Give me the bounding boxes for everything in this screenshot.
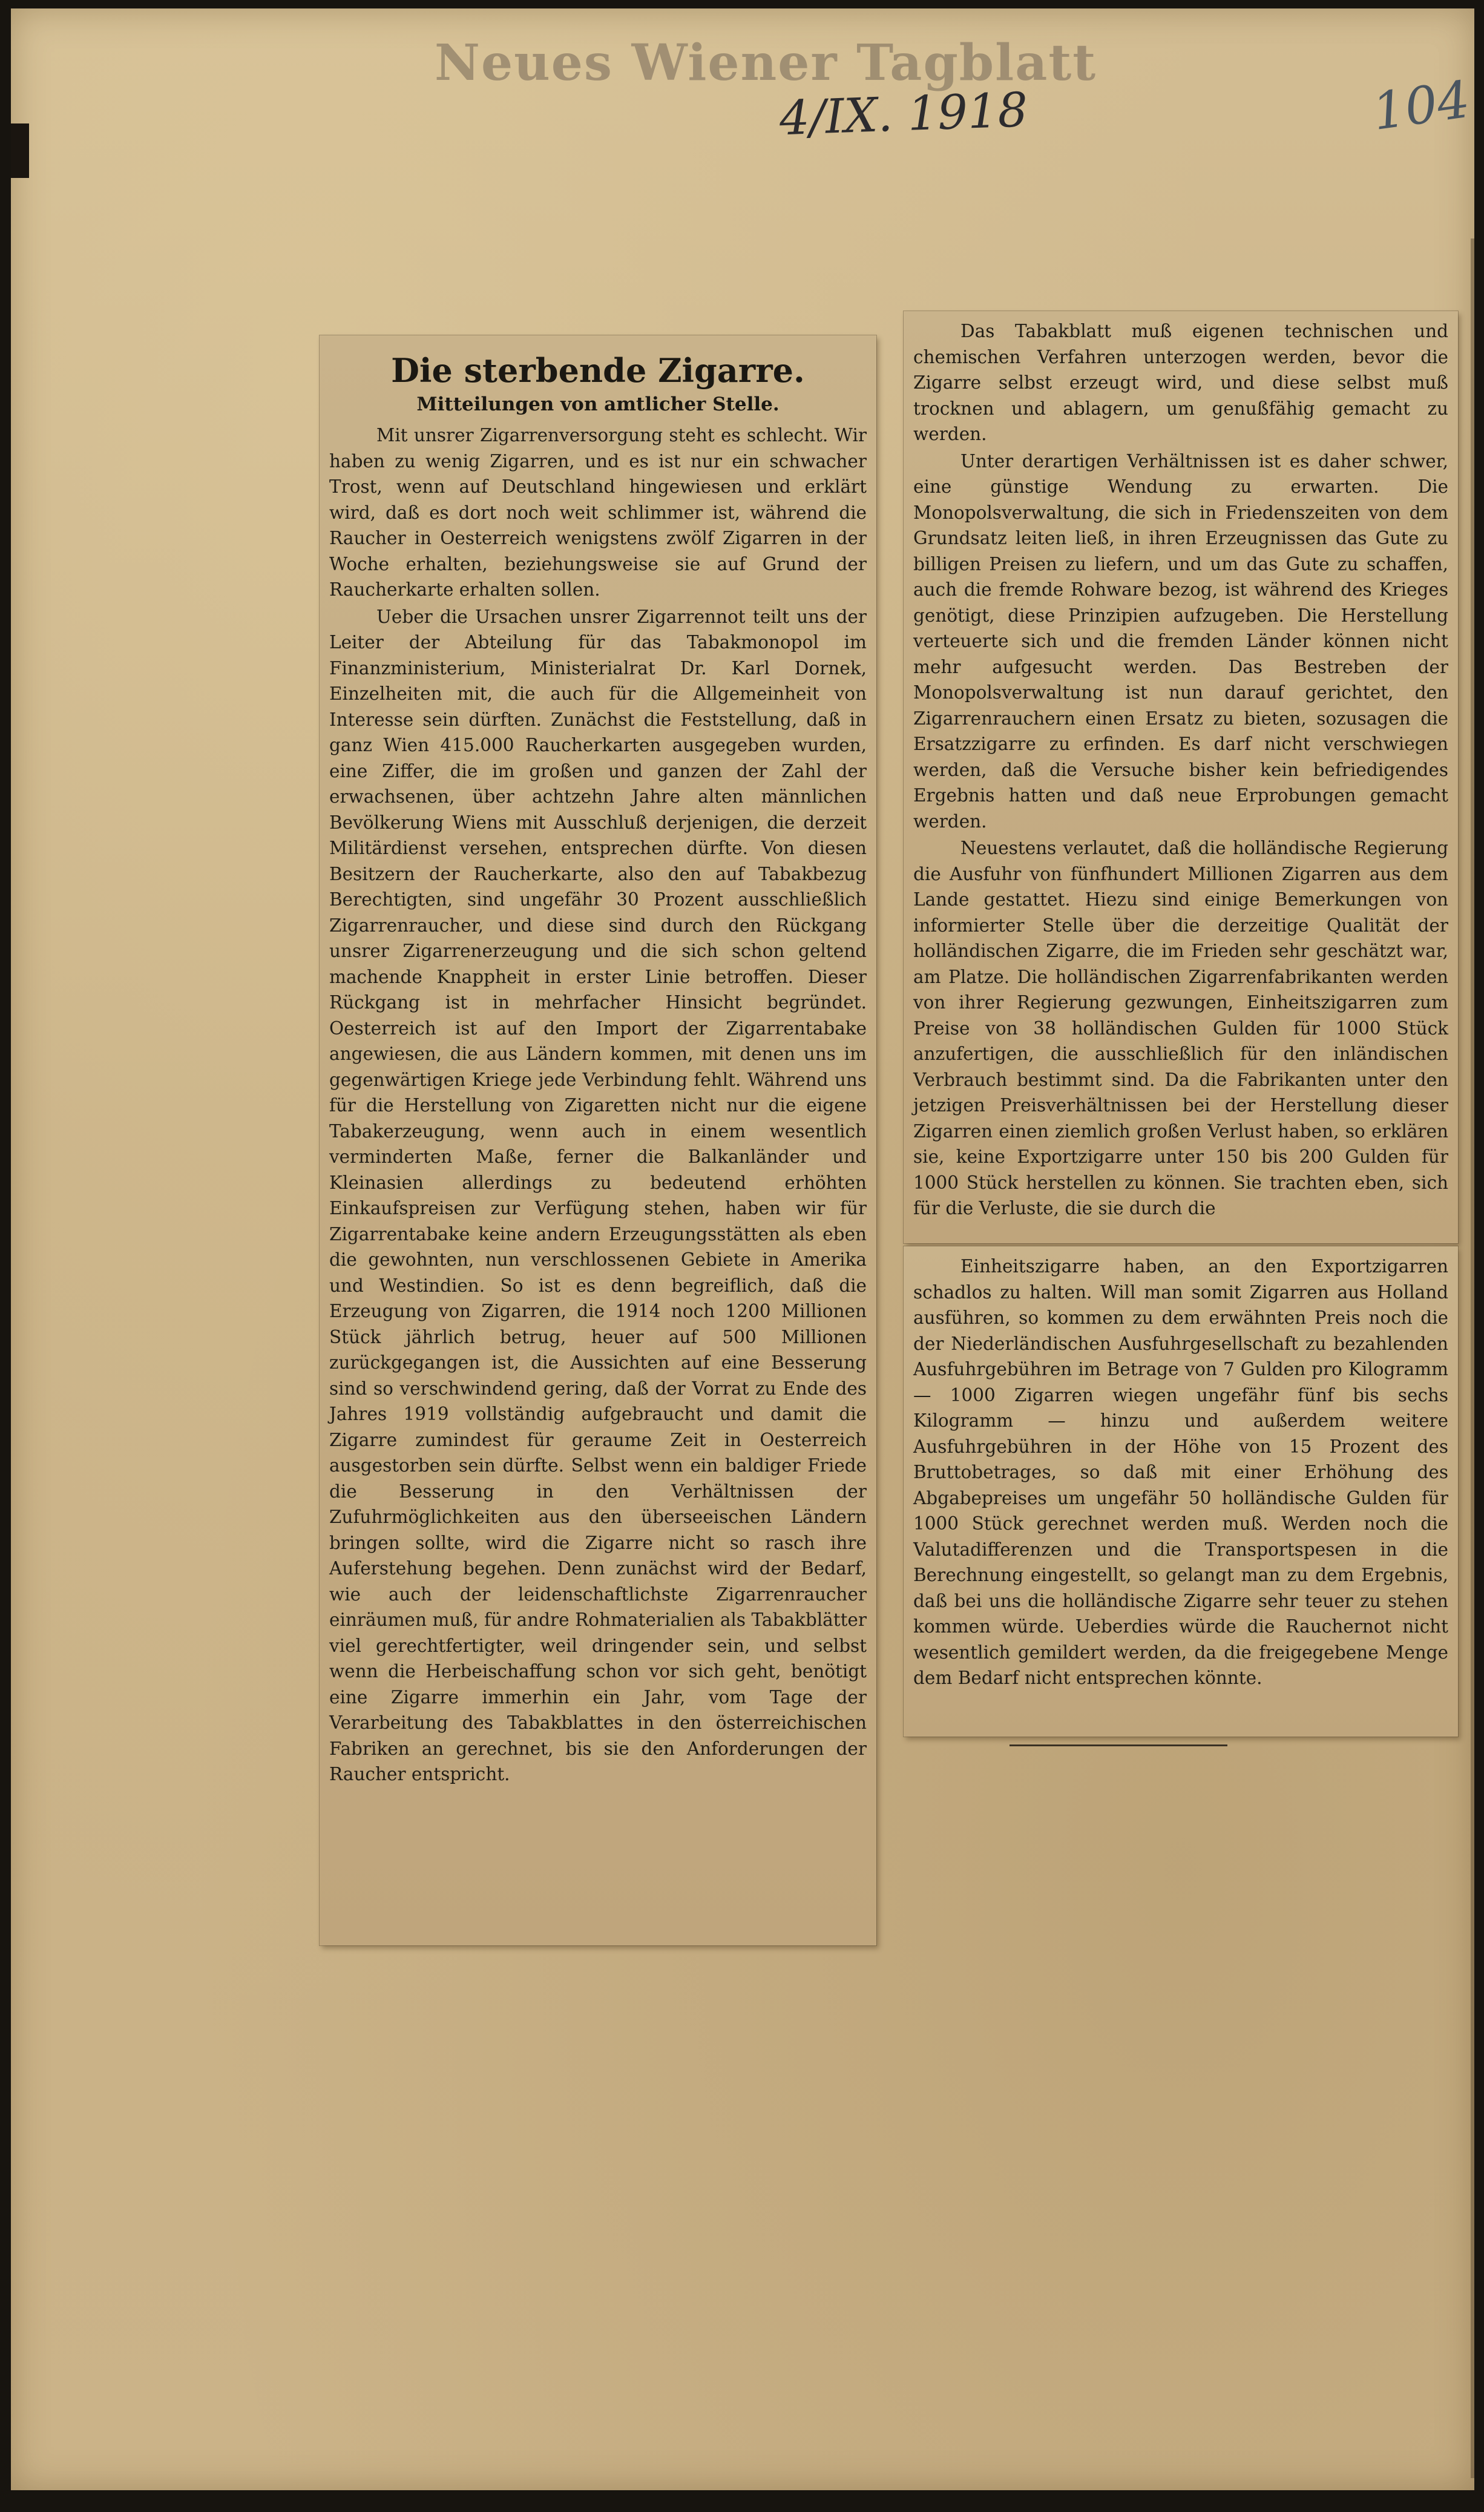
paragraph: Einheitszigarre haben, an den Exportzigarren schadlos zu halten. Will man somit Zigarren aus Holland ausführen, so kommen zu dem erwähnten Preis noch die der Niederländischen Ausfuhrgesellschaft zu bezahlenden Ausfuhrgebühren im Betrage von 7 Gulden pro Kilogramm — 1000 Zigarren wiegen ungefähr fünf bis sechs Kilogramm — hinzu und außerdem weitere Ausfuhrgebühren in der Höhe von 15 Prozent des Bruttobetrages, so daß mit einer Erhöhung des Abgabepreises um ungefähr 50 holländische Gulden für 1000 Stück gerechnet werden muß. Werden noch die Valutadifferenzen und die Transportspesen in die Berechnung eingestellt, so gelangt man zu dem Ergebnis, daß bei uns die holländische Zigarre sehr teuer zu stehen kommen würde. Ueberdies würde die Rauchernot nicht wesentlich gemildert werden, da die freigegebene Menge dem Bedarf nicht entsprechen könnte.	[913, 1256, 1448, 1688]
clipping-column-2	[904, 311, 1458, 1243]
paragraph: Mit unsrer Zigarrenversorgung steht es schlecht. Wir haben zu wenig Zigarren, und es ist nur ein schwacher Trost, wenn auf Deutschland hingewiesen und erklärt wird, daß es dort noch weit schlimmer ist, während die Raucher in Oesterreich wenigstens zwölf Zigarren in der Woche erhalten, beziehungsweise sie auf Grund der Raucherkarte erhalten sollen.	[329, 425, 867, 600]
clipping-column-1	[320, 335, 876, 1945]
clipping-column-3	[904, 1246, 1458, 1737]
article-body-col3	[904, 1254, 1458, 1691]
paragraph: Neuestens verlautet, daß die holländische Regierung die Ausfuhr von fünfhundert Millionen Zigarren aus dem Lande gestattet. Hiezu sind einige Bemerkungen von informierter Stelle über die derzeitige Qualität der holländischen Zigarre, die im Frieden sehr geschätzt war, am Platze. Die holländischen Zigarrenfabrikanten werden von ihrer Regierung gezwungen, Einheitszigarren zum Preise von 38 holländischen Gulden für 1000 Stück anzufertigen, die ausschließlich für den inländischen Verbrauch bestimmt sind. Da die Fabrikanten unter den jetzigen Preisverhältnissen bei der Herstellung dieser Zigarren einen ziemlich großen Verlust haben, so erklären sie, keine Exportzigarre unter 150 bis 200 Gulden für 1000 Stück herstellen zu können. Sie trachten eben, sich für die Verluste, die sie durch die	[913, 838, 1448, 1218]
paragraph: Das Tabakblatt muß eigenen technischen und chemischen Verfahren unterzogen werden, bevor die Zigarre selbst erzeugt wird, und diese selbst muß trocknen und ablagern, um genußfähig gemacht zu werden.	[913, 321, 1448, 444]
sheet-edge	[1471, 238, 1474, 2478]
article-subtitle: Mitteilungen von amtlicher Stelle.	[416, 393, 780, 415]
page-number: 104	[1368, 69, 1474, 142]
handwritten-date: 4/IX. 1918	[778, 83, 1029, 146]
newspaper-stamp: Neues Wiener Tagblatt	[435, 34, 1097, 92]
article-body-col1	[320, 423, 876, 1787]
archive-sheet	[11, 8, 1474, 2490]
end-rule	[1010, 1744, 1227, 1746]
article-title: Die sterbende Zigarre.	[391, 351, 805, 390]
article-body-col2	[904, 318, 1458, 1221]
paragraph: Unter derartigen Verhältnissen ist es daher schwer, eine günstige Wendung zu erwarten. Die Monopolsverwaltung, die sich in Friedenszeiten von dem Grundsatz leiten ließ, in ihren Erzeugnissen das Gute zu billigen Preisen zu liefern, und um das Gute zu schaffen, auch die fremde Rohware bezog, ist während des Krieges genötigt, diese Prinzipien aufzugeben. Die Herstellung verteuerte sich und die fremden Länder können nicht mehr aufgesucht werden. Das Bestreben der Monopolsverwaltung ist nun darauf gerichtet, den Zigarrenrauchern einen Ersatz zu bieten, sozusagen die Ersatzzigarre zu erfinden. Es darf nicht verschwiegen werden, daß die Versuche bisher kein befriedigendes Ergebnis hatten und daß neue Erprobungen gemacht werden.	[913, 450, 1448, 832]
paragraph: Ueber die Ursachen unsrer Zigarrennot teilt uns der Leiter der Abteilung für das Tabakmonopol im Finanzministerium, Ministerialrat Dr. Karl Dornek, Einzelheiten mit, die auch für die Allgemeinheit von Interesse sein dürften. Zunächst die Feststellung, daß in ganz Wien 415.000 Raucherkarten ausgegeben wurden, eine Ziffer, die im großen und ganzen der Zahl der erwachsenen, über achtzehn Jahre alten männlichen Bevölkerung Wiens mit Ausschluß derjenigen, die derzeit Militärdienst versehen, entsprechen dürfte. Von diesen Besitzern der Raucherkarte, also den auf Tabakbezug Berechtigten, sind ungefähr 30 Prozent ausschließlich Zigarrenraucher, und diese sind durch den Rückgang unsrer Zigarrenerzeugung und die sich schon geltend machende Knappheit in erster Linie betroffen. Dieser Rückgang ist in mehrfacher Hinsicht begründet. Oesterreich ist auf den Import der Zigarrentabake angewiesen, die aus Ländern kommen, mit denen uns im gegenwärtigen Kriege jede Verbindung fehlt. Während uns für die Herstellung von Zigaretten nicht nur die eigene Tabakerzeugung, wenn auch in einem wesentlich verminderten Maße, ferner die Balkanländer und Kleinasien allerdings zu bedeutend erhöhten Einkaufspreisen zur Verfügung stehen, haben wir für Zigarrentabake keine andern Erzeugungsstätten als eben die gewohnten, nun verschlossenen Gebiete in Amerika und Westindien. So ist es denn begreiflich, daß die Erzeugung von Zigarren, die 1914 noch 1200 Millionen Stück jährlich betrug, heuer auf 500 Millionen zurückgegangen ist, die Aussichten auf eine Besserung sind so verschwindend gering, daß der Vorrat zu Ende des Jahres 1919 vollständig aufgebraucht und damit die Zigarre zumindest für geraume Zeit in Oesterreich ausgestorben sein dürfte. Selbst wenn ein baldiger Friede die Besserung in den Verhältnissen der Zufuhrmöglichkeiten aus den überseeischen Ländern bringen sollte, wird die Zigarre nicht so rasch ihre Auferstehung begehen. Denn zunächst wird der Bedarf, wie auch der leidenschaftlichste Zigarrenraucher einräumen muß, für andre Rohmaterialien als Tabakblätter viel gerechtfertigter, weil dringender sein, und selbst wenn die Herbeischaffung schon vor sich geht, benötigt eine Zigarre immerhin ein Jahr, vom Tage der Verarbeitung des Tabakblattes in den österreichischen Fabriken an gerechnet, bis sie den Anforderungen der Raucher entspricht.	[329, 606, 867, 1784]
binding-mark	[11, 123, 29, 178]
